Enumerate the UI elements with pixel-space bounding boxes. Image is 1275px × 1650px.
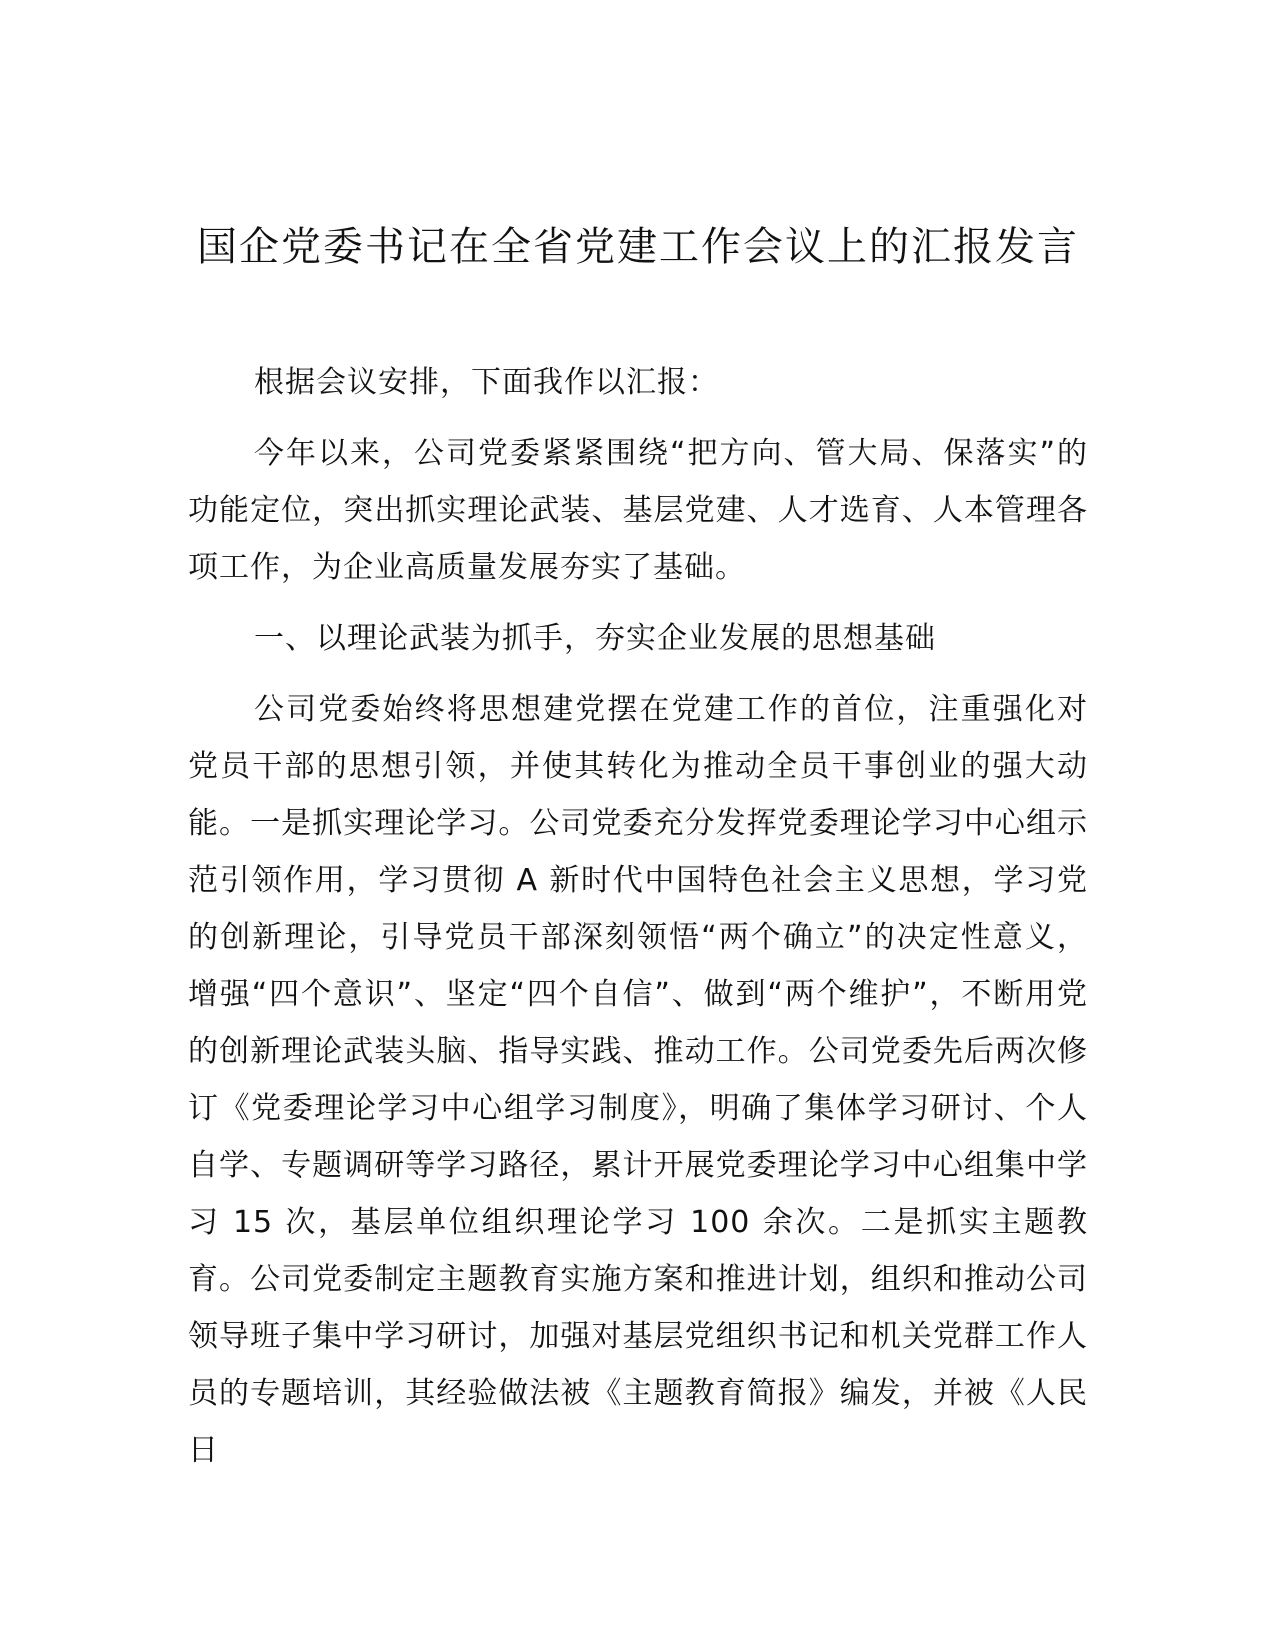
paragraph-theory-study: 公司党委始终将思想建党摆在党建工作的首位，注重强化对党员干部的思想引领，并使其转化为推动全员干事创业的强大动能。一是抓实理论学习。公司党委充分发挥党委理论学习中心组示范引领作用，学习贯彻 A 新时代中国特色社会主义思想，学习党的创新理论，引导党员干部深刻领悟“两个确立”的决定性意义，增强“四个意识”、坚定“四个自信”、做到“两个维护”，不断用党的创新理论武装头脑、指导实践、推动工作。公司党委先后两次修订《党委理论学习中心组学习制度》，明确了集体学习研讨、个人自学、专题调研等学习路径，累计开展党委理论学习中心组集中学习 15 次，基层单位组织理论学习 100 余次。二是抓实主题教育。公司党委制定主题教育实施方案和推进计划，组织和推动公司领导班子集中学习研讨，加强对基层党组织书记和机关党群工作人员的专题培训，其经验做法被《主题教育简报》编发，并被《人民日 <box>188 692 1088 1468</box>
section-heading-1: 一、以理论武装为抓手，夯实企业发展的思想基础 <box>254 621 936 656</box>
document-title: 国企党委书记在全省党建工作会议上的汇报发言 <box>197 224 1079 270</box>
paragraph-intro: 根据会议安排，下面我作以汇报： <box>254 365 719 400</box>
document-body <box>188 354 1088 1493</box>
paragraph-overview: 今年以来，公司党委紧紧围绕“把方向、管大局、保落实”的功能定位，突出抓实理论武装、基层党建、人才选育、人本管理各项工作，为企业高质量发展夯实了基础。 <box>188 436 1088 585</box>
